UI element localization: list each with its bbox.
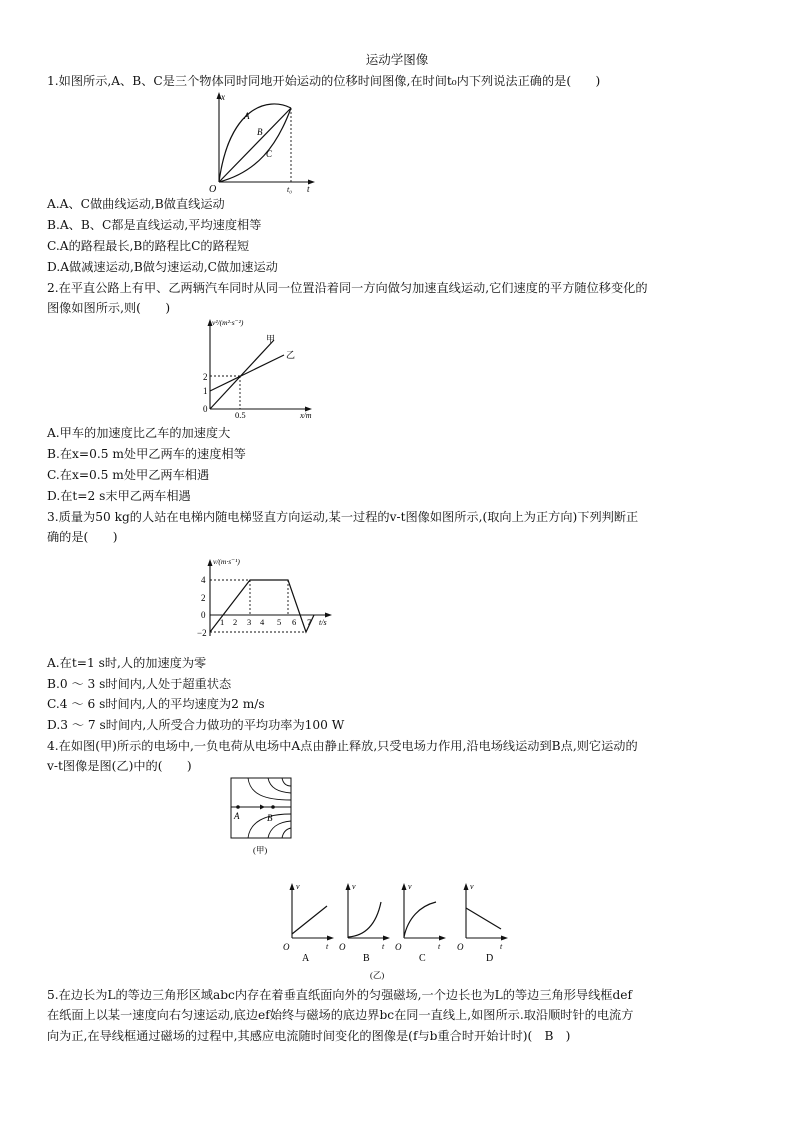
- q5-line3: 向为正,在导线框通过磁场的过程中,其感应电流随时间变化的图像是(f与b重合时开始计时)( B ): [47, 1029, 571, 1043]
- graph-a-v-label: v: [296, 882, 300, 891]
- q1-label-b: B: [257, 127, 263, 137]
- q2-y-axis-label: v²/(m²·s⁻²): [212, 318, 244, 327]
- q3-y-tick-neg2: −2: [197, 628, 207, 638]
- q3-x-tick-7: 7: [307, 617, 312, 627]
- field-label-a: A: [234, 811, 240, 821]
- q1-stem: 1.如图所示,A、B、C是三个物体同时同地开始运动的位移时间图像,在时间t₀内下列说法正确的是( ): [47, 74, 601, 88]
- q4-field-diagram: [228, 776, 298, 858]
- q4-vt-options: [282, 878, 522, 982]
- q3-stem-line2: 确的是( ): [47, 530, 118, 544]
- q3-x-tick-6: 6: [292, 617, 297, 627]
- q1-option-c: C.A的路程最长,B的路程比C的路程短: [47, 239, 250, 253]
- q2-option-d: D.在t=2 s末甲乙两车相遇: [47, 489, 191, 503]
- q1-x-axis-label: t: [307, 184, 310, 194]
- field-label-b: B: [267, 813, 273, 823]
- q5-line1: 5.在边长为L的等边三角形区域abc内存在着垂直纸面向外的匀强磁场,一个边长也为L的等边三角形导线框def: [47, 988, 632, 1002]
- q2-option-b: B.在x=0.5 m处甲乙两车的速度相等: [47, 447, 246, 461]
- graph-c-v-label: v: [408, 882, 412, 891]
- graph-d-origin: O: [457, 942, 464, 952]
- q3-x-tick-3: 3: [247, 617, 252, 627]
- q4-graph-c: [395, 882, 446, 964]
- point-a-dot: [236, 805, 240, 809]
- q5-line2: 在纸面上以某一速度向右匀速运动,底边ef始终与磁场的底边界bc在同一直线上,如图所示.取沿顺时针的电流方: [47, 1008, 634, 1022]
- graph-c-label: C: [419, 953, 426, 964]
- q1-option-d: D.A做减速运动,B做匀速运动,C做加速运动: [47, 260, 278, 274]
- q1-t0-label: t₀: [287, 185, 293, 194]
- q3-y-tick-2: 2: [201, 593, 206, 603]
- q2-origin-label: 0: [203, 404, 208, 414]
- document-title: 运动学图像: [365, 52, 429, 67]
- graph-a-label: A: [302, 953, 310, 964]
- q1-label-a: A: [244, 111, 250, 121]
- q3-option-d: D.3 ～ 7 s时间内,人所受合力做功的平均功率为100 W: [47, 718, 345, 732]
- q2-tick-05: 0.5: [235, 410, 246, 420]
- q3-option-a: A.在t=1 s时,人的加速度为零: [47, 656, 207, 670]
- graph-a-origin: O: [283, 942, 290, 952]
- q4-stem-line1: 4.在如图(甲)所示的电场中,一负电荷从电场中A点由静止释放,只受电场力作用,沿电场线运动到B点,则它运动的: [47, 739, 638, 753]
- line-jia: [210, 340, 274, 409]
- graph-d-t-label: t: [500, 942, 503, 951]
- q2-x-axis-label: x/m: [300, 411, 312, 420]
- point-b-dot: [271, 805, 275, 809]
- q2-tick-1: 1: [203, 386, 208, 396]
- graph-d-label: D: [486, 953, 494, 964]
- q3-x-tick-4: 4: [260, 617, 265, 627]
- graph-d-v-label: v: [470, 882, 474, 891]
- q3-option-c: C.4 ～ 6 s时间内,人的平均速度为2 m/s: [47, 697, 265, 711]
- q1-y-axis-label: x: [221, 92, 225, 102]
- graph-b-v-label: v: [352, 882, 356, 891]
- q2-option-c: C.在x=0.5 m处甲乙两车相遇: [47, 468, 210, 482]
- q3-stem-line1: 3.质量为50 kg的人站在电梯内随电梯竖直方向运动,某一过程的v-t图像如图所示,(取向上为正方向)下列判断正: [47, 510, 639, 524]
- graphs-caption: (乙): [370, 970, 385, 980]
- graph-b-t-label: t: [382, 942, 385, 951]
- q3-x-tick-5: 5: [277, 617, 282, 627]
- graph-b-origin: O: [339, 942, 346, 952]
- q3-y-tick-0: 0: [201, 610, 206, 620]
- q4-graph-a: [283, 882, 334, 964]
- q3-x-tick-2: 2: [233, 617, 238, 627]
- q2-label-yi: 乙: [286, 350, 296, 360]
- graph-c-origin: O: [395, 942, 402, 952]
- graph-c-t-label: t: [438, 942, 441, 951]
- q1-xt-graph: [205, 88, 325, 196]
- q4-graph-d: [457, 882, 508, 964]
- q2-option-a: A.甲车的加速度比乙车的加速度大: [47, 426, 231, 440]
- q2-tick-2: 2: [203, 372, 208, 382]
- q1-origin-label: O: [209, 184, 217, 195]
- graph-a-t-label: t: [326, 942, 329, 951]
- q3-option-b: B.0 ～ 3 s时间内,人处于超重状态: [47, 677, 232, 691]
- graph-b-label: B: [363, 953, 370, 964]
- q3-x-tick-1: 1: [220, 617, 225, 627]
- line-yi: [210, 355, 284, 391]
- q3-y-tick-4: 4: [201, 575, 206, 585]
- q1-option-a: A.A、C做曲线运动,B做直线运动: [47, 197, 225, 211]
- q1-label-c: C: [266, 149, 273, 159]
- q2-label-jia: 甲: [266, 334, 276, 344]
- curve-b: [219, 108, 291, 182]
- q3-x-axis-label: t/s: [319, 618, 327, 627]
- q4-stem-line2: v-t图像是图(乙)中的( ): [47, 759, 192, 773]
- q2-stem-line1: 2.在平直公路上有甲、乙两辆汽车同时从同一位置沿着同一方向做匀加速直线运动,它们速度的平方随位移变化的: [47, 281, 648, 295]
- q3-vt-graph: [196, 556, 346, 642]
- q2-v2x-graph: [196, 314, 326, 422]
- field-caption: (甲): [253, 845, 268, 855]
- q4-graph-b: [339, 882, 390, 964]
- q3-y-axis-label: v/(m·s⁻¹): [213, 557, 240, 566]
- q1-option-b: B.A、B、C都是直线运动,平均速度相等: [47, 218, 262, 232]
- q2-stem-line2: 图像如图所示,则( ): [47, 301, 171, 315]
